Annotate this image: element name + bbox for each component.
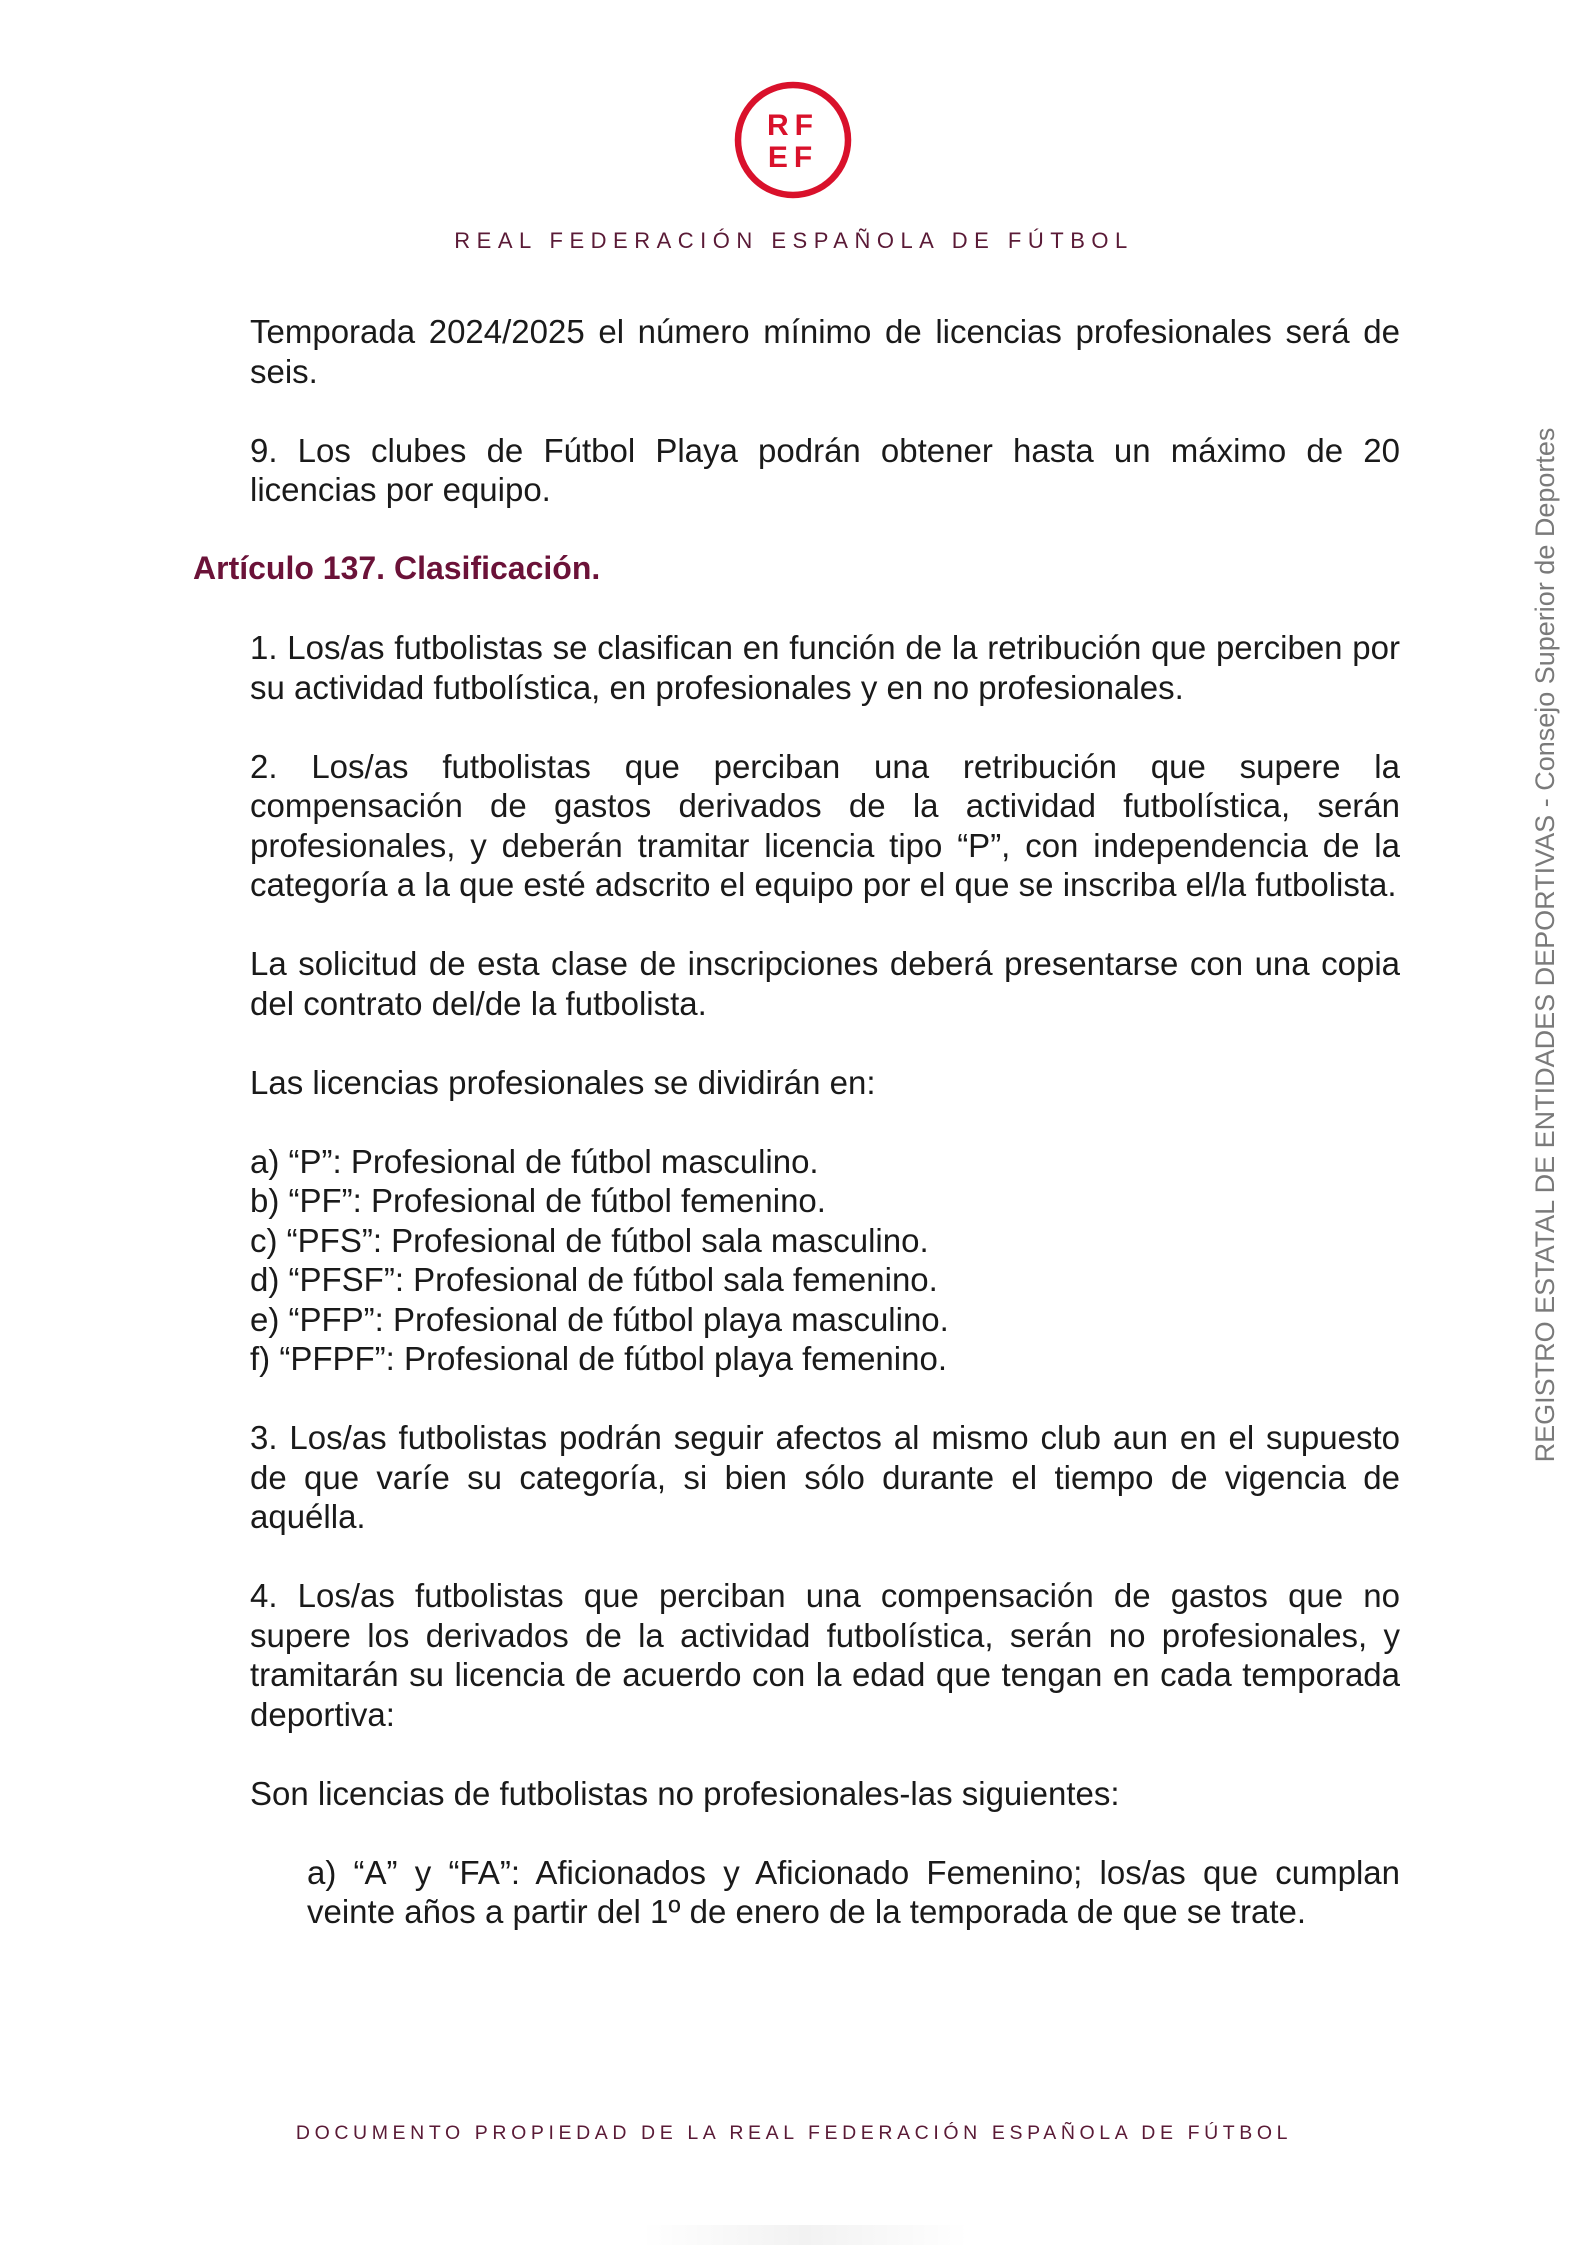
paragraph-intro: Temporada 2024/2025 el número mínimo de licencias profesionales será de seis. [250,313,1400,390]
paragraph-4: 4. Los/as futbolistas que perciban una compensación de gastos que no supere los derivados de la actividad futbolística, serán no profesionales, y tramitarán su licencia de acuerdo con la edad que tengan en cada temporada deportiva: [250,1577,1400,1733]
list-item: a) “P”: Profesional de fútbol masculino. [250,1142,819,1180]
organization-header: REAL FEDERACIÓN ESPAÑOLA DE FÚTBOL [454,228,1134,253]
paragraph-9: 9. Los clubes de Fútbol Playa podrán obtener hasta un máximo de 20 licencias por equipo. [250,431,1400,508]
paragraph-licencias-intro: Las licencias profesionales se dividirán en: [250,1063,876,1101]
list-item: b) “PF”: Profesional de fútbol femenino. [250,1182,826,1219]
logo-line1: RF [767,109,819,142]
scan-artifact [640,2225,970,2245]
paragraph-3: 3. Los/as futbolistas podrán seguir afectos al mismo club aun en el supuesto de que varíe su categoría, si bien sólo durante el tiempo de vigencia de aquélla. [250,1419,1400,1535]
article-137-title: Artículo 137. Clasificación. [193,550,601,586]
list-item: e) “PFP”: Profesional de fútbol playa masculino. [250,1300,949,1338]
paragraph-solicitud: La solicitud de esta clase de inscripciones deberá presentarse con una copia del contrato del/de la futbolista. [250,945,1400,1022]
document-body [193,312,1400,1932]
logo-line2: EF [767,141,819,174]
paragraph-no-prof-intro: Son licencias de futbolistas no profesionales-las siguientes: [250,1774,1120,1812]
list-item: a) “A” y “FA”: Aficionados y Aficionado Femenino; los/as que cumplan veinte años a partir del 1º de enero de la temporada de que se trate. [307,1853,1400,1930]
footer-ownership: DOCUMENTO PROPIEDAD DE LA REAL FEDERACIÓN ESPAÑOLA DE FÚTBOL [295,2122,1293,2144]
professional-licenses-list [250,1142,1400,1379]
non-professional-licenses-list [307,1853,1400,1932]
list-item: c) “PFS”: Profesional de fútbol sala masculino. [250,1221,929,1259]
list-item: f) “PFPF”: Profesional de fútbol playa femenino. [250,1340,947,1377]
paragraph-1: 1. Los/as futbolistas se clasifican en función de la retribución que perciben por su actividad futbolística, en profesionales y en no profesionales. [250,629,1400,706]
registry-side-label: REGISTRO ESTATAL DE ENTIDADES DEPORTIVAS - Consejo Superior de Deportes [1530,427,1560,1463]
paragraph-2: 2. Los/as futbolistas que perciban una retribución que supere la compensación de gastos derivados de la actividad futbolística, serán profesionales, y deberán tramitar licencia tipo “P”, con independencia de la categoría a la que esté adscrito el equipo por el que se inscriba el/la futbolista. [250,747,1400,903]
rfef-logo [733,80,853,200]
list-item: d) “PFSF”: Profesional de fútbol sala femenino. [250,1261,938,1298]
